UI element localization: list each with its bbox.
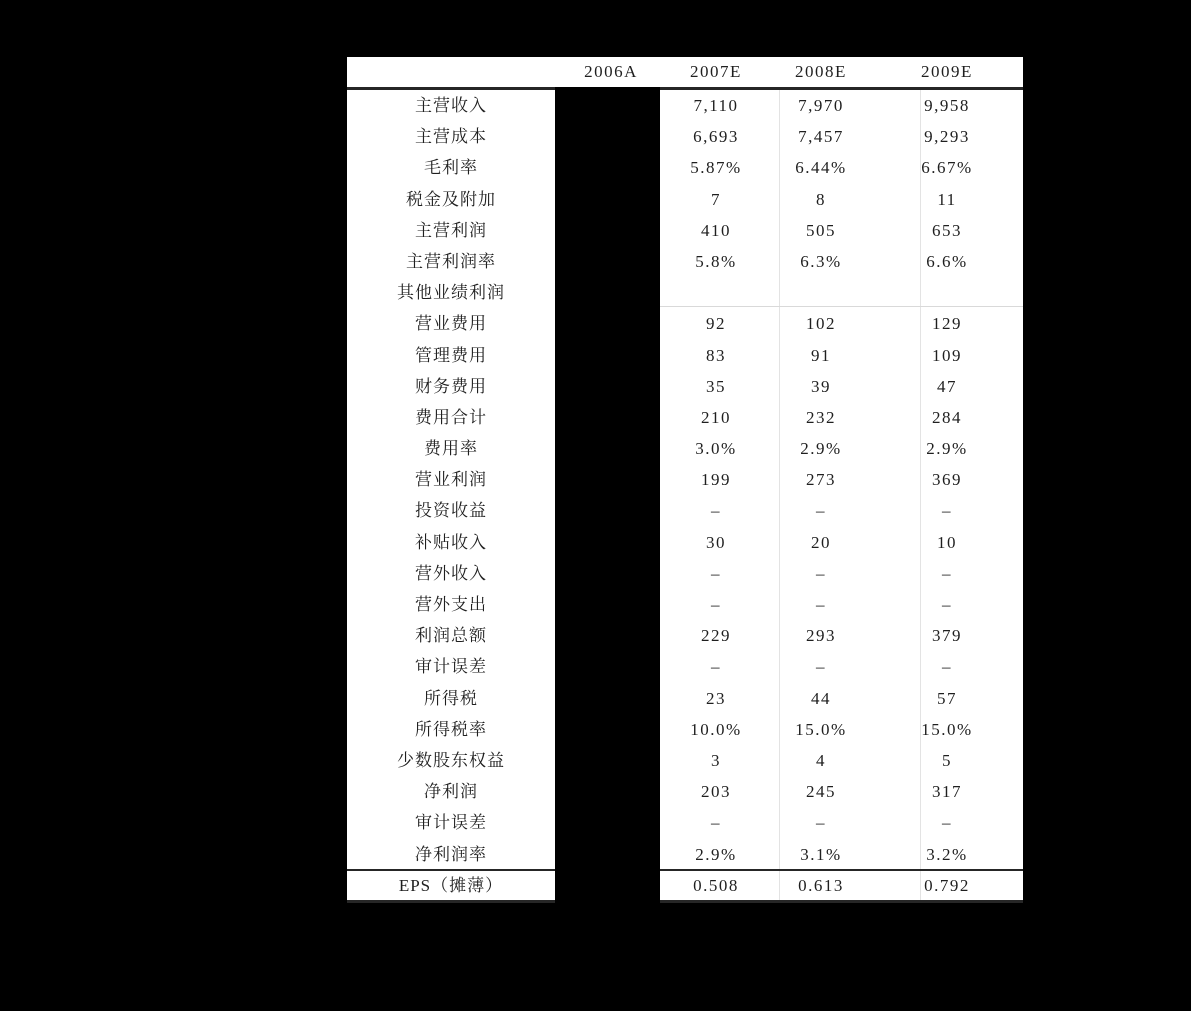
row-value: 6.67%	[921, 158, 973, 178]
row-label: 审计误差	[415, 813, 487, 833]
row-value: 232	[806, 407, 836, 427]
row-value: 2.9%	[926, 439, 968, 459]
table-row	[347, 651, 1023, 682]
row-label: 净利润	[424, 782, 478, 802]
table-row	[347, 745, 1023, 776]
table-row	[347, 121, 1023, 152]
table-body	[347, 90, 1023, 870]
column-header-2008E: 2008E	[795, 62, 847, 81]
row-value: 15.0%	[921, 719, 973, 739]
table-row	[347, 683, 1023, 714]
row-value: 5.87%	[690, 158, 742, 178]
row-value: 57	[937, 688, 957, 708]
row-label: 所得税	[424, 688, 478, 708]
row-value: 35	[706, 376, 726, 396]
table-row	[347, 90, 1023, 121]
row-label: 主营收入	[415, 96, 487, 115]
row-label: EPS（摊薄）	[398, 876, 504, 895]
row-label: 营业费用	[415, 314, 487, 334]
row-label: 主营利润	[415, 220, 487, 240]
row-value: 8	[816, 189, 826, 209]
row-value: 369	[932, 470, 962, 490]
row-value: 30	[706, 532, 726, 552]
row-value: 293	[806, 626, 836, 646]
row-value: 7,970	[798, 96, 844, 115]
row-value: 210	[701, 407, 731, 427]
row-value: 203	[701, 782, 731, 802]
row-value: 129	[932, 314, 962, 334]
row-value: 47	[937, 376, 957, 396]
row-value: –	[816, 563, 826, 583]
table-row	[347, 714, 1023, 745]
row-value: 44	[811, 688, 831, 708]
row-value: –	[711, 563, 721, 583]
table-row	[347, 558, 1023, 589]
row-value: 15.0%	[795, 719, 847, 739]
table-bottom-rule	[347, 900, 1023, 903]
row-value: 83	[706, 345, 726, 365]
row-value: 273	[806, 470, 836, 490]
row-value: 6.3%	[800, 251, 842, 271]
column-header-2006A: 2006A	[584, 62, 638, 81]
row-label: 费用率	[424, 439, 478, 459]
row-value: 3.0%	[695, 439, 737, 459]
row-value: 199	[701, 470, 731, 490]
row-value: –	[711, 813, 721, 833]
row-value: 7,110	[693, 96, 739, 115]
row-label: 管理费用	[415, 345, 487, 365]
row-value: 3.1%	[800, 844, 842, 864]
row-value: 245	[806, 782, 836, 802]
row-value: 229	[701, 626, 731, 646]
table-row	[347, 402, 1023, 433]
table-row	[347, 277, 1023, 308]
table-row	[347, 340, 1023, 371]
row-value: –	[816, 813, 826, 833]
row-value: 2.9%	[800, 439, 842, 459]
row-label: 营业利润	[415, 470, 487, 490]
table-row	[347, 839, 1023, 870]
row-label: 主营成本	[415, 127, 487, 147]
table-row	[347, 433, 1023, 464]
row-value: –	[711, 595, 721, 614]
row-value: –	[942, 595, 952, 614]
column-header-2007E: 2007E	[690, 62, 742, 81]
row-value: 3.2%	[926, 844, 968, 864]
row-value: 6,693	[693, 127, 739, 147]
row-label: 补贴收入	[415, 532, 487, 552]
row-label: 少数股东权益	[397, 750, 505, 770]
row-label: 审计误差	[415, 657, 487, 677]
row-value: –	[942, 813, 952, 833]
row-value: –	[942, 563, 952, 583]
row-value: 0.613	[798, 876, 844, 895]
row-label: 税金及附加	[406, 189, 496, 209]
eps-row	[347, 871, 1023, 900]
row-value: –	[711, 657, 721, 677]
table-row	[347, 589, 1023, 620]
row-value: 11	[937, 189, 957, 209]
row-value: 0.508	[693, 876, 739, 895]
table-row	[347, 807, 1023, 838]
table-row	[347, 152, 1023, 183]
row-value: –	[942, 657, 952, 677]
table-row	[347, 308, 1023, 339]
row-value: 505	[806, 220, 836, 240]
row-value: 5	[942, 750, 952, 770]
row-label: 净利润率	[415, 844, 487, 864]
table-row	[347, 215, 1023, 246]
row-value: 410	[701, 220, 731, 240]
row-value: 109	[932, 345, 962, 365]
row-label: 毛利率	[424, 158, 478, 178]
row-label: 主营利润率	[406, 251, 496, 271]
row-label: 利润总额	[415, 626, 487, 646]
row-label: 投资收益	[415, 501, 487, 521]
row-value: –	[711, 501, 721, 521]
row-value: 7	[711, 189, 721, 209]
row-value: 23	[706, 688, 726, 708]
row-value: 5.8%	[695, 251, 737, 271]
row-value: 39	[811, 376, 831, 396]
row-value: 379	[932, 626, 962, 646]
row-value: 6.44%	[795, 158, 847, 178]
table-row	[347, 495, 1023, 526]
row-label: 所得税率	[415, 719, 487, 739]
row-label: 费用合计	[415, 407, 487, 427]
row-value: 284	[932, 407, 962, 427]
table-row	[347, 184, 1023, 215]
row-value: 6.6%	[926, 251, 968, 271]
row-value: 2.9%	[695, 844, 737, 864]
row-label: 其他业绩利润	[397, 283, 505, 303]
row-value: 102	[806, 314, 836, 334]
table-row	[347, 620, 1023, 651]
table-row	[347, 464, 1023, 495]
row-value: –	[816, 657, 826, 677]
row-value: –	[816, 501, 826, 521]
row-value: 9,958	[924, 96, 970, 115]
table-row	[347, 776, 1023, 807]
table-row	[347, 527, 1023, 558]
row-value: –	[816, 595, 826, 614]
row-value: 653	[932, 220, 962, 240]
row-label: 财务费用	[415, 376, 487, 396]
row-value: 0.792	[924, 876, 970, 895]
row-value: 317	[932, 782, 962, 802]
row-value: 7,457	[798, 127, 844, 147]
row-label: 营外收入	[415, 563, 487, 583]
row-value: 92	[706, 314, 726, 334]
row-value: 10	[937, 532, 957, 552]
row-value: 91	[811, 345, 831, 365]
row-value: 4	[816, 750, 826, 770]
row-value: 10.0%	[690, 719, 742, 739]
row-value: 3	[711, 750, 721, 770]
table-row	[347, 246, 1023, 277]
table-header-row	[347, 57, 1023, 87]
table-row	[347, 371, 1023, 402]
row-value: –	[942, 501, 952, 521]
row-label: 营外支出	[415, 595, 487, 614]
row-value: 20	[811, 532, 831, 552]
column-header-2009E: 2009E	[921, 62, 973, 81]
row-value: 9,293	[924, 127, 970, 147]
